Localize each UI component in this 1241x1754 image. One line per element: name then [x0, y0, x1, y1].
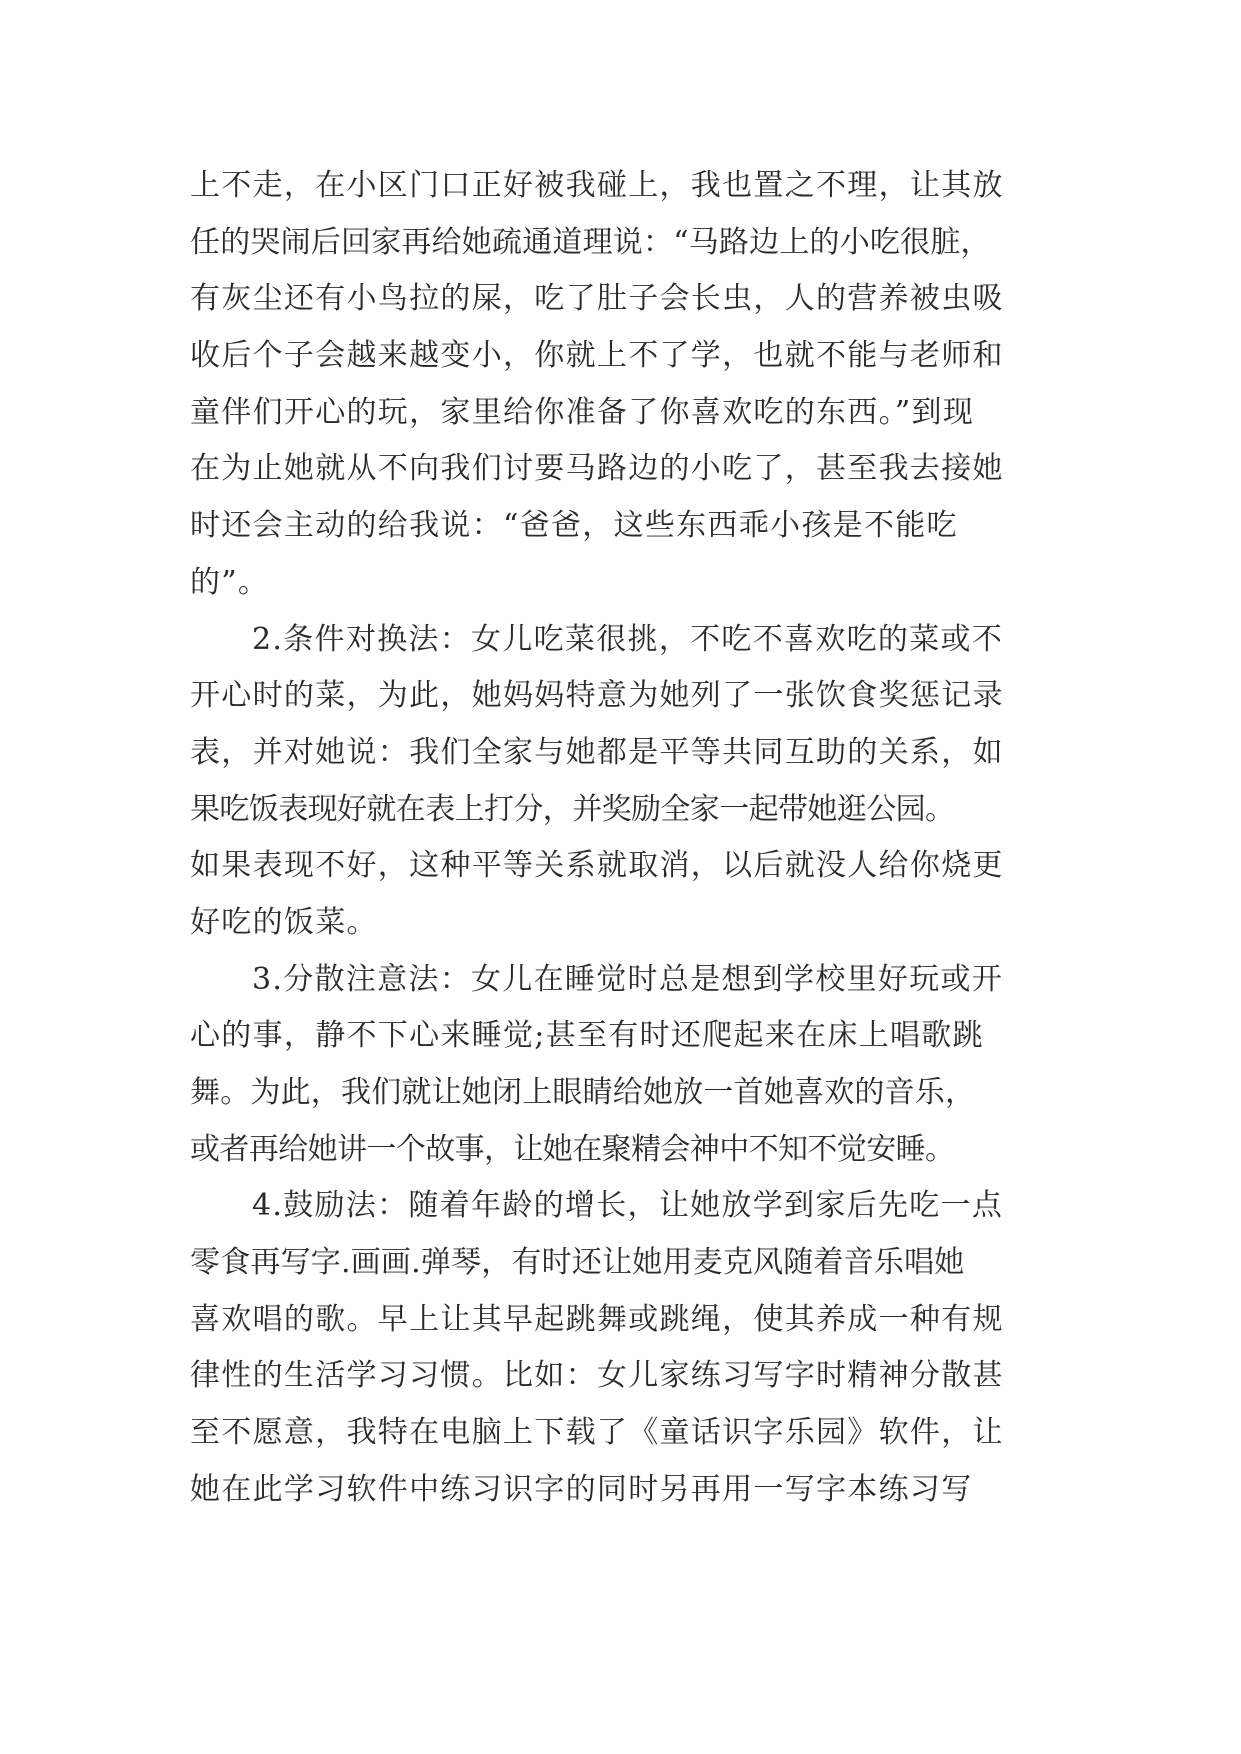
- text-line: 好吃的饭菜。: [190, 904, 378, 940]
- text-line: 开心时的菜，为此，她妈妈特意为她列了一张饮食奖惩记录: [190, 678, 1004, 714]
- text-line: 喜欢唱的歌。早上让其早起跳舞或跳绳，使其养成一种有规: [190, 1301, 1004, 1337]
- body-text: [190, 158, 1050, 1519]
- text-line: 或者再给她讲一个故事，让她在聚精会神中不知不觉安睡。: [190, 1131, 955, 1167]
- paragraph-start-line: 2.条件对换法：女儿吃菜很挑，不吃不喜欢吃的菜或不: [252, 621, 1004, 657]
- text-line: 舞。为此，我们就让她闭上眼睛给她放一首她喜欢的音乐，: [190, 1075, 976, 1110]
- text-line: 零食再写字.画画.弹琴，有时还让她用麦克风随着音乐唱她: [190, 1245, 965, 1281]
- text-line: 上不走，在小区门口正好被我碰上，我也置之不理，让其放: [190, 168, 1004, 203]
- text-line: 任的哭闹后回家再给她疏通道理说：“马路边上的小吃很脏，: [190, 224, 991, 260]
- text-line: 至不愿意，我特在电脑上下载了《童话识字乐园》软件，让: [190, 1415, 1004, 1451]
- text-line: 她在此学习软件中练习识字的同时另再用一写字本练习写: [190, 1471, 973, 1507]
- paragraph-start-line: 3.分散注意法：女儿在睡觉时总是想到学校里好玩或开: [252, 961, 1004, 997]
- text-line: 在为止她就从不向我们讨要马路边的小吃了，甚至我去接她: [190, 451, 1004, 487]
- text-line: 律性的生活学习习惯。比如：女儿家练习写字时精神分散甚: [190, 1358, 1004, 1394]
- text-line: 童伴们开心的玩，家里给你准备了你喜欢吃的东西。”到现: [190, 394, 975, 430]
- text-line: 时还会主动的给我说：“爸爸，这些东西乖小孩是不能吃: [190, 508, 958, 544]
- text-line: 有灰尘还有小鸟拉的屎，吃了肚子会长虫，人的营养被虫吸: [190, 281, 1004, 317]
- text-line: 表，并对她说：我们全家与她都是平等共同互助的关系，如: [190, 734, 1004, 770]
- text-line: 的”。: [190, 564, 270, 600]
- text-line: 果吃饭表现好就在表上打分，并奖励全家一起带她逛公园。: [190, 791, 955, 827]
- text-line: 收后个子会越来越变小，你就上不了学，也就不能与老师和: [190, 338, 1004, 374]
- paragraph-start-line: 4.鼓励法：随着年龄的增长，让她放学到家后先吃一点: [252, 1188, 1004, 1224]
- text-line: 心的事，静不下心来睡觉;甚至有时还爬起来在床上唱歌跳: [190, 1018, 984, 1054]
- text-line: 如果表现不好，这种平等关系就取消，以后就没人给你烧更: [190, 848, 1004, 884]
